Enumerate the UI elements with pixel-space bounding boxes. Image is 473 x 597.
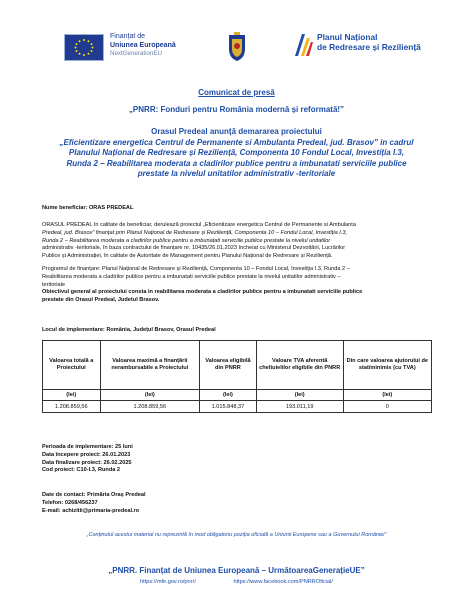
contact-info: Date de contact: Primăria Oraș Predeal Telefon: 0268/456237 E-mail: achizitii@primaria-predeal.ro [42,492,146,514]
project-announcement: Orasul Predeal anunță demararea proiectului „Eficientizare energetica Centrul de Permanente si Ambulanta Predeal, jud. Brasov” in cadrul Planului Național de Redresare și Reziliență, Componenta 10 Fondul Local, Investiția I.3, Runda 2 – Reabilitarea moderata a cladirilor publice pentru a imbunatati serviciile publice prestate la nivelul unitatilor administrativ -teritoriale [59,127,414,178]
beneficiary: Nume beneficiar: ORAS PREDEAL [42,205,134,211]
table-unit-cell: (lei) [200,390,257,401]
eu-flag-icon [64,34,104,61]
disclaimer: „Conținutul acestui material nu reprezintă în mod obligatoriu poziția oficială a Uniunii Europene sau a Guvernului României” [86,532,387,538]
project-description: ORASUL PREDEAL în calitate de beneficiar, derulează proiectul „Eficientizare energetica Centrul de Permanente si Ambulanta Predeal, jud. Brasov” finanțat prin Planul Național de Redresare și Reziliență, Componenta 10 – Fondul Local, Investiția I.3, Runda 2 – Reabilitarea moderata a cladirilor publice pentru a imbunatati serviciile publice prestate la nivelul unitatilor administrativ -teritoriale, în baza contractului de finanțare nr. 10435/26.01.2023 încheiat cu Ministerul Dezvoltării, Lucrărilor Publice și Administrației, în calitate de Autoritate de Management pentru Planului Național de Redresare și Reziliență. [42,222,356,260]
table-header-cell: Valoarea maximă a finanțării nerambursabile a Proiectului [100,341,200,390]
project-values-table [42,340,432,413]
eu-funding-label: Finanțat de Uniunea Europeană NextGenerationEU [110,33,176,57]
footer-slogan: „PNRR. Finanțat de Uniunea Europeană – UrmătoareaGenerațieUE” [108,566,365,575]
romanian-government-seal-icon [225,31,249,63]
table-value-cell: 1.015.848,37 [200,401,257,413]
table-header-cell: Din care valoarea ajutorului de stat/minimis (cu TVA) [343,341,431,390]
table-value-cell: 0 [343,401,431,413]
table-unit-cell: (lei) [100,390,200,401]
general-objective: Obiectivul general al proiectului consta in reabilitarea moderata a cladirilor publice pentru a imbunatati serviciile publice prestate din Orasul Predeal, Judetul Brasov. [42,289,363,303]
mfe-link[interactable]: https://mfe.gov.ro/pnrr/ [140,579,196,585]
table-value-cell: 193.011,19 [256,401,343,413]
table-value-cell: 1.208.859,56 [100,401,200,413]
pnrr-label: Planul Național de Redresare și Reziliență [317,32,421,52]
table-header-cell: Valoarea eligibilă din PNRR [200,341,257,390]
footer-links [0,579,473,585]
table-value-row [43,401,432,413]
press-subtitle: „PNRR: Fonduri pentru România modernă și reformată!” [128,105,345,114]
pnrr-logo-icon [292,30,314,60]
table-header-cell: Valoarea totală a Proiectului [43,341,101,390]
table-unit-cell: (lei) [43,390,101,401]
project-dates: Perioada de implementare: 25 luni Data începere proiect: 26.01.2023 Data finalizare proiect: 26.02.2025 Cod proiect: C10-I.3, Runda 2 [42,444,133,474]
table-header-row [43,341,432,390]
table-unit-cell: (lei) [256,390,343,401]
implementation-location: Locul de implementare: România, Județul Brasov, Orasul Predeal [42,327,216,333]
facebook-link[interactable]: https://www.facebook.com/PNRROficial/ [233,579,333,585]
table-unit-row [43,390,432,401]
funding-program: Programul de finanțare: Planul Național de Redresare și Reziliență, Componenta 10 – Fondul Local, Investiția I.3, Runda 2 – Reabilitarea moderata a cladirilor publice pentru a imbunatati serviciile publice prestate la nivelul unitatilor administrativ – teritoriale [42,266,350,288]
table-unit-cell: (lei) [343,390,431,401]
table-header-cell: Valoare TVA aferentă cheltuielilor eligibile din PNRR [256,341,343,390]
press-heading: Comunicat de presă [198,88,275,97]
table-value-cell: 1.208.859,56 [43,401,101,413]
